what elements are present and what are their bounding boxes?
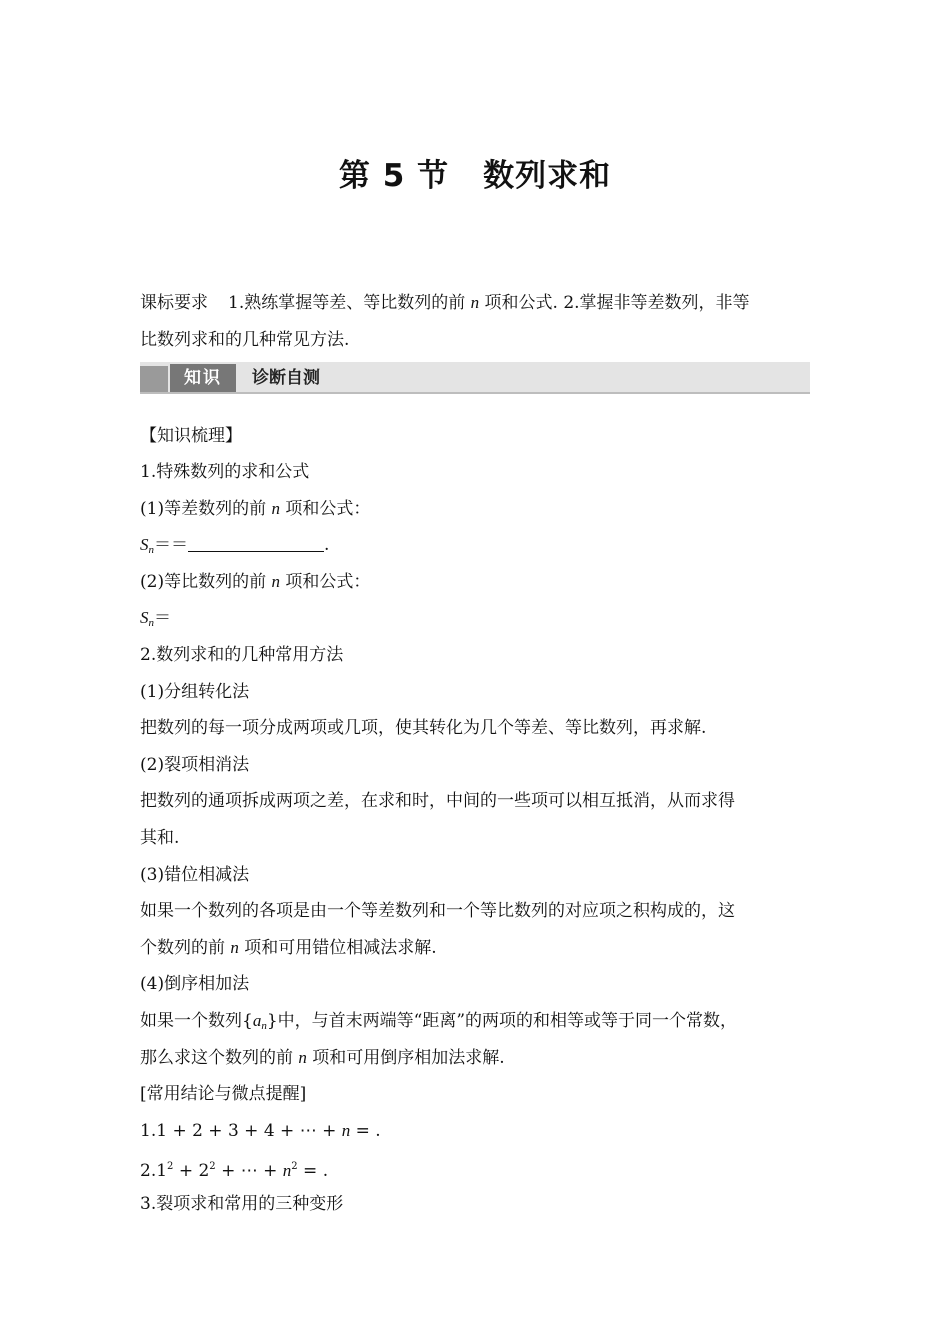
tip-2: $2.1^2 + 2^2$ + ⋯ + $n^2$ = . (140, 1161, 329, 1181)
heading-1: 1.特殊数列的求和公式 (140, 462, 310, 482)
method-2-text-1: 把数列的通项拆成两项之差，在求和时，中间的一些项可以相互抵消，从而求得 (140, 791, 735, 811)
arithmetic-sum-label: (1)等差数列的前 n 项和公式： (140, 499, 371, 519)
geometric-sum-formula: $S_n=$ (140, 608, 171, 629)
requirements-label: 课标要求 (140, 293, 208, 313)
banner-decoration (140, 366, 168, 392)
method-4-title: (4)倒序相加法 (140, 974, 250, 994)
page-title: 第 5 节 数列求和 (338, 158, 612, 194)
method-1-text: 把数列的每一项分成两项或几项，使其转化为几个等差、等比数列，再求解. (140, 718, 707, 738)
requirements-line-2: 比数列求和的几种常见方法. (140, 330, 350, 350)
method-2-text-2: 其和. (140, 828, 180, 848)
tips-title: [常用结论与微点提醒] (140, 1084, 307, 1104)
arithmetic-sum-formula: $S_n==$ . (140, 535, 330, 556)
section-banner (140, 362, 810, 394)
method-2-title: (2)裂项相消法 (140, 755, 250, 775)
banner-heading: 诊断自测 (252, 368, 320, 388)
method-3-text-2: 个数列的前 n 项和可用错位相减法求解. (140, 938, 437, 958)
banner-tag: 知识 (170, 364, 236, 392)
geometric-sum-label: (2)等比数列的前 n 项和公式： (140, 572, 371, 592)
requirements-line-1: 课标要求 1.熟练掌握等差、等比数列的前 n 项和公式. 2.掌握非等差数列，非等 (140, 293, 750, 313)
method-1-title: (1)分组转化法 (140, 682, 250, 702)
method-4-text-1: 如果一个数列$\{a_n\}$中，与首末两端等“距离”的两项的和相等或等于同一个常数， (140, 1011, 738, 1032)
tip-3: 3.裂项求和常用的三种变形 (140, 1194, 344, 1214)
method-3-title: (3)错位相减法 (140, 865, 250, 885)
tip-1: 1.1 + 2 + 3 + 4 + ⋯ + n = . (140, 1121, 381, 1141)
method-4-text-2: 那么求这个数列的前 n 项和可用倒序相加法求解. (140, 1048, 505, 1068)
fill-blank (188, 535, 324, 552)
heading-2: 2.数列求和的几种常用方法 (140, 645, 344, 665)
section-title: 【知识梳理】 (140, 426, 242, 446)
method-3-text-1: 如果一个数列的各项是由一个等差数列和一个等比数列的对应项之积构成的，这 (140, 901, 735, 921)
